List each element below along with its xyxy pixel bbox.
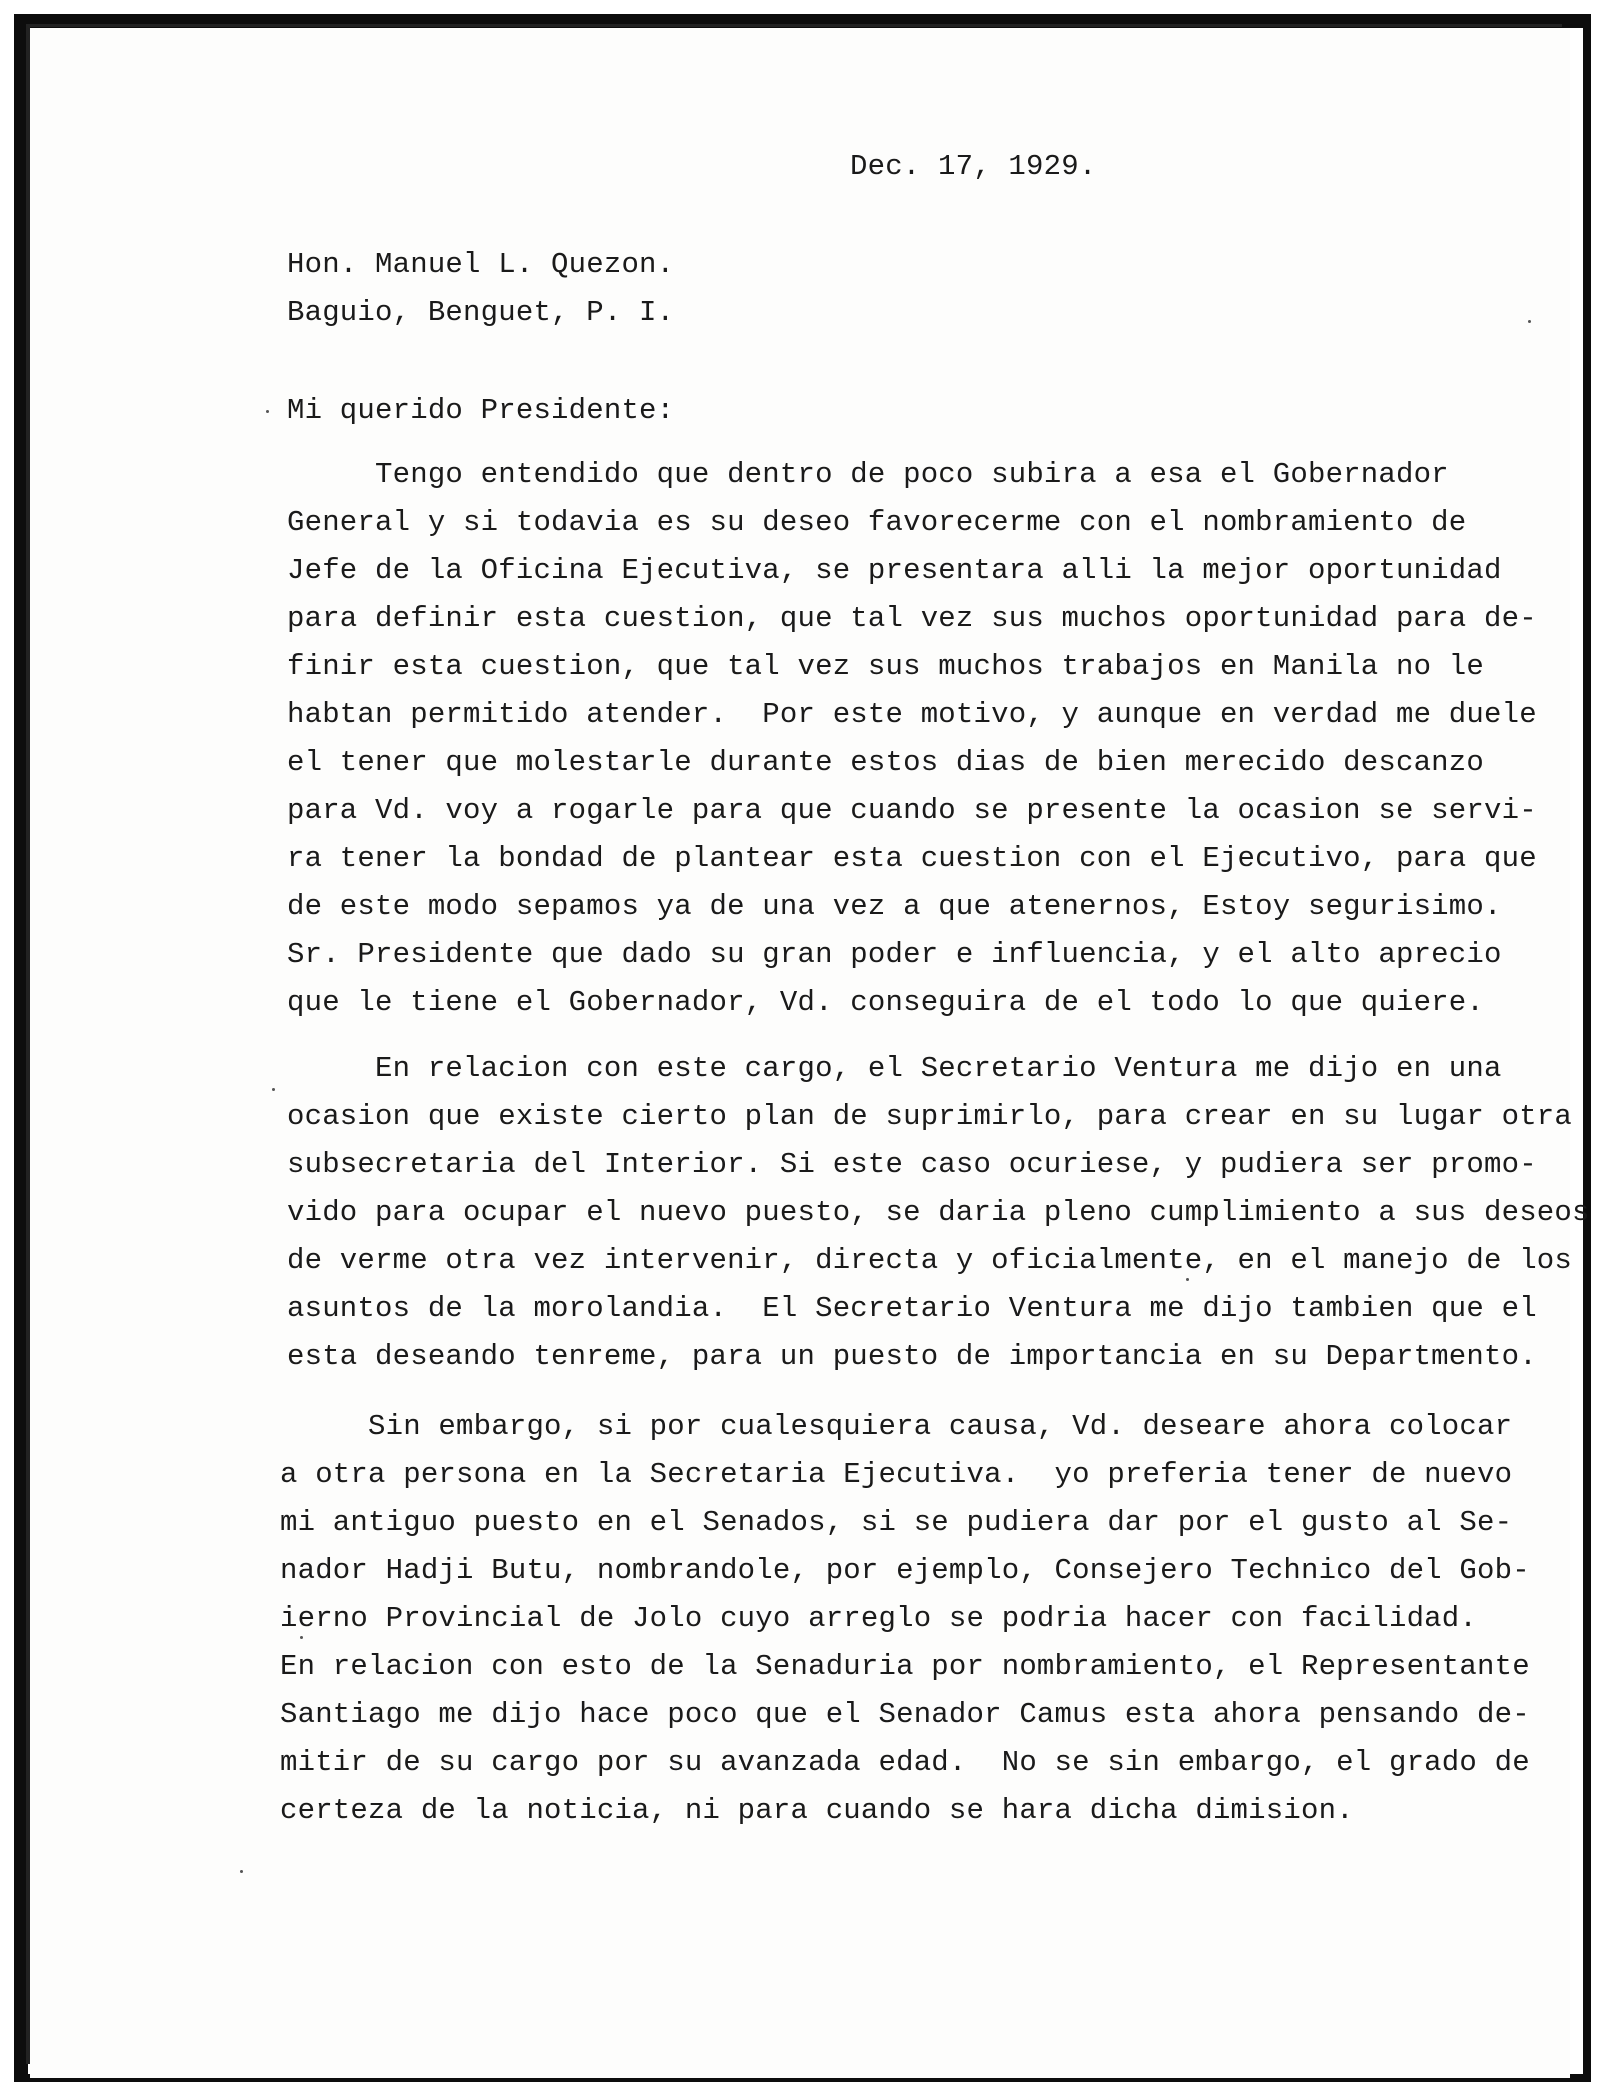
paragraph-line: subsecretaria del Interior. Si este caso ocuriese, y pudiera ser promo- <box>287 1148 1537 1181</box>
letter-date: Dec. 17, 1929. <box>850 150 1097 183</box>
paragraph-line: mi antiguo puesto en el Senados, si se pudiera dar por el gusto al Se- <box>280 1506 1513 1539</box>
paragraph-line: esta deseando tenreme, para un puesto de importancia en su Departmento. <box>287 1340 1537 1373</box>
paragraph-line: ierno Provincial de Jolo cuyo arreglo se podria hacer con facilidad. <box>280 1602 1477 1635</box>
paragraph-line: asuntos de la morolandia. El Secretario Ventura me dijo tambien que el <box>287 1292 1537 1325</box>
paragraph-line: a otra persona en la Secretaria Ejecutiva. yo preferia tener de nuevo <box>280 1458 1513 1491</box>
paragraph-line: ocasion que existe cierto plan de suprimirlo, para crear en su lugar otra <box>287 1100 1573 1133</box>
paragraph-line: para definir esta cuestion, que tal vez sus muchos oportunidad para de- <box>287 602 1537 635</box>
paragraph-line: General y si todavia es su deseo favorecerme con el nombramiento de <box>287 506 1467 539</box>
scan-speck <box>300 1636 303 1639</box>
paragraph-line: que le tiene el Gobernador, Vd. conseguira de el todo lo que quiere. <box>287 986 1484 1019</box>
paragraph-line: finir esta cuestion, que tal vez sus muchos trabajos en Manila no le <box>287 650 1484 683</box>
paragraph-line: Tengo entendido que dentro de poco subira a esa el Gobernador <box>287 458 1449 491</box>
paragraph-line: para Vd. voy a rogarle para que cuando se presente la ocasion se servi- <box>287 794 1537 827</box>
paragraph-line: En relacion con este cargo, el Secretario Ventura me dijo en una <box>287 1052 1502 1085</box>
paragraph-line: certeza de la noticia, ni para cuando se hara dicha dimision. <box>280 1794 1354 1827</box>
scan-speck <box>240 1870 243 1873</box>
paragraph-line: de este modo sepamos ya de una vez a que atenernos, Estoy segurisimo. <box>287 890 1502 923</box>
paragraph-line: nador Hadji Butu, nombrandole, por ejemplo, Consejero Technico del Gob- <box>280 1554 1530 1587</box>
paragraph-line: de verme otra vez intervenir, directa y oficialmente, en el manejo de los <box>287 1244 1573 1277</box>
paragraph-line: Sr. Presidente que dado su gran poder e influencia, y el alto aprecio <box>287 938 1502 971</box>
paragraph-line: ra tener la bondad de plantear esta cuestion con el Ejecutivo, para que <box>287 842 1537 875</box>
scan-speck <box>266 410 269 413</box>
paragraph-line: En relacion con esto de la Senaduria por nombramiento, el Representante <box>280 1650 1530 1683</box>
paragraph-line: el tener que molestarle durante estos dias de bien merecido descanzo <box>287 746 1484 779</box>
paragraph-line: Sin embargo, si por cualesquiera causa, Vd. deseare ahora colocar <box>280 1410 1513 1443</box>
paragraph-line: Jefe de la Oficina Ejecutiva, se presentara alli la mejor oportunidad <box>287 554 1502 587</box>
addressee-name: Hon. Manuel L. Quezon. <box>287 248 675 281</box>
addressee-location: Baguio, Benguet, P. I. <box>287 296 675 329</box>
paragraph-line: vido para ocupar el nuevo puesto, se daria pleno cumplimiento a sus deseos <box>287 1196 1590 1229</box>
paragraph-line: Santiago me dijo hace poco que el Senador Camus esta ahora pensando de- <box>280 1698 1530 1731</box>
salutation: Mi querido Presidente: <box>287 394 675 427</box>
scan-speck <box>1528 320 1531 323</box>
scan-speck <box>272 1088 275 1091</box>
paragraph-line: habtan permitido atender. Por este motivo, y aunque en verdad me duele <box>287 698 1537 731</box>
scan-speck <box>1186 1278 1189 1281</box>
paragraph-line: mitir de su cargo por su avanzada edad. No se sin embargo, el grado de <box>280 1746 1530 1779</box>
